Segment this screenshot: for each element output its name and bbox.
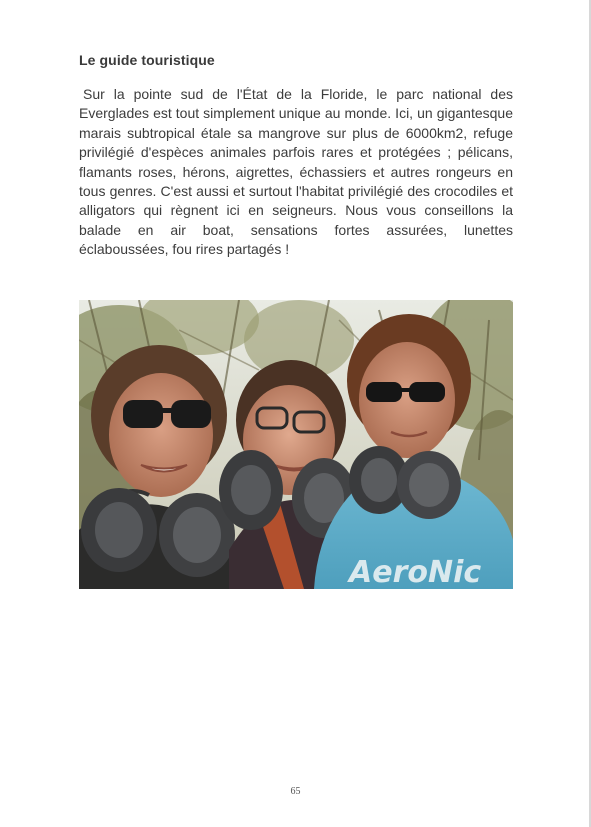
article-paragraph: Sur la pointe sud de l'État de la Floride, le parc national des Everglades est tout simplement unique au monde. Ici, un gigantesque marais subtropical étale sa mangrove sur plus de 6000km2, refuge privilégié d'espèces animales parfois rares et protégées ; pélicans, flamants roses, hérons, aigrettes, échassiers et autres rongeurs en tous genres. C'est aussi et surtout l'habitat privilégié des crocodiles et alligators qui règnent ici en seigneurs. Nous vous conseillons la balade en air boat, sensations fortes assurées, lunettes éclaboussées, fou rires partagés ! [79, 86, 513, 258]
section-title: Le guide touristique [79, 52, 215, 68]
selfie-illustration [79, 300, 513, 589]
group-photo [79, 300, 513, 589]
shirt-print: AeroNic [349, 555, 482, 589]
page-number: 65 [290, 786, 301, 797]
